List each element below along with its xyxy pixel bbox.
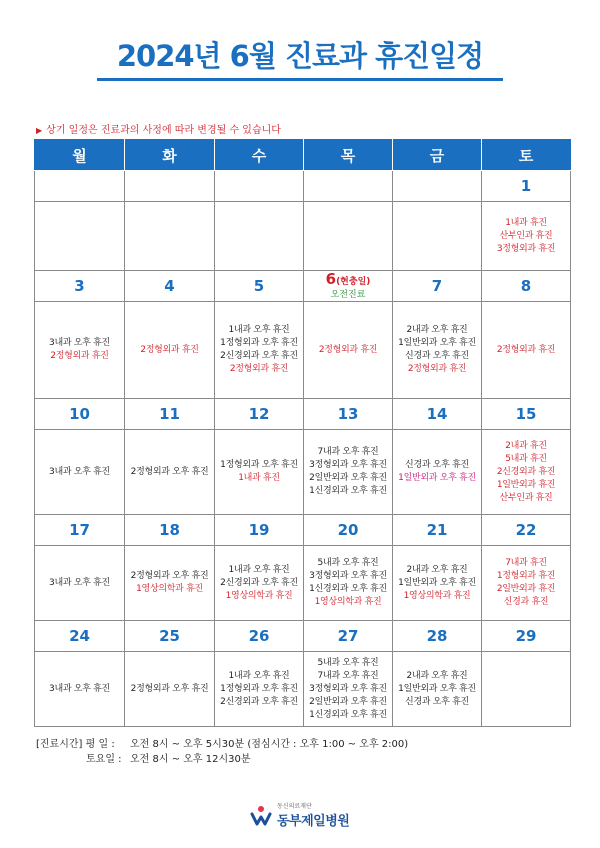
notes-cell — [215, 430, 304, 515]
date-cell — [215, 399, 304, 430]
date-row — [35, 399, 571, 430]
date-cell — [125, 621, 215, 652]
closure-note: 2내과 오후 휴진 — [406, 564, 468, 575]
closure-note: 1일반외과 오후 휴진 — [398, 338, 476, 348]
date-number: 5 — [253, 277, 265, 295]
date-cell — [304, 271, 393, 302]
notes-cell — [125, 546, 215, 621]
closure-note: 1일반외과 오후 휴진 — [398, 473, 476, 483]
notes-row — [35, 546, 571, 621]
notes-cell — [482, 302, 571, 399]
closure-note: 7내과 오후 휴진 — [317, 447, 379, 457]
notes-row — [35, 430, 571, 515]
hours-label: [진료시간] — [36, 739, 83, 750]
date-row — [35, 271, 571, 302]
date-number-wrap — [35, 522, 124, 538]
date-cell — [482, 515, 571, 546]
notes-cell — [215, 546, 304, 621]
date-cell — [215, 271, 304, 302]
date-cell — [304, 171, 393, 202]
date-cell — [482, 171, 571, 202]
notes-cell — [482, 546, 571, 621]
date-number: 14 — [426, 405, 448, 423]
date-number-wrap — [393, 522, 481, 538]
closure-note: 1일반외과 오후 휴진 — [398, 577, 476, 588]
date-cell — [215, 171, 304, 202]
closure-note: 2정형외과 휴진 — [318, 344, 378, 355]
closure-note: 2정형외과 휴진 — [140, 344, 199, 355]
date-number-wrap — [304, 628, 392, 644]
notes-cell — [215, 202, 304, 271]
date-number: 22 — [515, 521, 537, 539]
notes-cell — [482, 652, 571, 727]
notes-cell — [125, 430, 215, 515]
closure-note: 1정형외과 휴진 — [496, 571, 556, 581]
notes-cell — [35, 546, 125, 621]
closure-note: 2일반외과 오후 휴진 — [309, 473, 387, 483]
date-number-wrap — [482, 522, 570, 538]
date-cell — [393, 171, 482, 202]
closure-note: 2정형외과 휴진 — [50, 351, 109, 361]
weekday-fri: 금 — [393, 140, 482, 171]
date-number-wrap — [125, 628, 214, 644]
date-cell — [35, 271, 125, 302]
date-cell — [304, 621, 393, 652]
weekday-tue: 화 — [125, 140, 215, 171]
closure-note: 신경과 오후 휴진 — [405, 696, 469, 707]
date-number: 3 — [74, 277, 85, 295]
date-number-wrap — [304, 522, 392, 538]
date-cell — [125, 271, 215, 302]
date-cell — [35, 515, 125, 546]
closure-note: 1내과 오후 휴진 — [228, 670, 290, 681]
notes-cell — [393, 202, 482, 271]
date-number-wrap — [304, 271, 392, 290]
date-cell — [393, 515, 482, 546]
date-number: 18 — [159, 521, 180, 539]
date-cell — [35, 621, 125, 652]
notes-cell — [215, 302, 304, 399]
date-row — [35, 171, 571, 202]
date-number: 27 — [337, 627, 359, 645]
date-cell — [482, 621, 571, 652]
notes-cell — [482, 202, 571, 271]
date-number: 7 — [431, 277, 443, 295]
date-number: 8 — [520, 277, 532, 295]
date-number: 11 — [159, 405, 180, 423]
date-row — [35, 515, 571, 546]
date-number-wrap — [35, 406, 124, 422]
date-number-wrap — [215, 278, 303, 294]
hours-label-wrap — [36, 737, 130, 752]
closure-note: 3정형외과 휴진 — [496, 243, 556, 254]
date-number-wrap — [393, 278, 481, 294]
notes-row — [35, 302, 571, 399]
closure-note: 2내과 휴진 — [505, 440, 547, 451]
weekday-header — [35, 140, 571, 171]
closure-note: 1내과 오후 휴진 — [228, 325, 290, 335]
notes-cell — [304, 302, 393, 399]
date-number: 4 — [164, 277, 175, 295]
page-title: 2024년 6월 진료과 휴진일정 — [116, 39, 484, 73]
closure-note: 1정형외과 오후 휴진 — [220, 683, 298, 694]
date-cell — [35, 171, 125, 202]
closure-note: 3내과 오후 휴진 — [49, 683, 110, 694]
closure-note: 1영상의학과 휴진 — [225, 590, 293, 601]
closure-note: 5내과 휴진 — [505, 453, 547, 464]
date-number: 24 — [69, 627, 90, 645]
weekday-wed: 수 — [215, 140, 304, 171]
date-number: 19 — [248, 521, 270, 539]
closure-note: 2정형외과 휴진 — [229, 364, 289, 374]
date-cell — [125, 171, 215, 202]
saturday-hours: 오전 8시 ~ 오후 12시30분 — [130, 754, 251, 765]
date-cell — [125, 515, 215, 546]
logo-foundation: 동신의료재단 — [277, 803, 312, 810]
hospital-logo — [250, 800, 370, 830]
closure-note: 7내과 오후 휴진 — [317, 670, 379, 681]
notes-cell — [125, 302, 215, 399]
closure-note: 신경과 오후 휴진 — [405, 351, 469, 361]
date-cell — [482, 271, 571, 302]
date-cell — [35, 399, 125, 430]
triangle-right-icon: ▶ — [36, 126, 43, 135]
date-number-wrap — [393, 406, 481, 422]
notes-row — [35, 652, 571, 727]
date-number: 12 — [248, 405, 270, 423]
holiday-label: (현충일) — [336, 277, 371, 287]
closure-note: 신경과 휴진 — [503, 597, 549, 607]
date-number-wrap — [215, 522, 303, 538]
closure-note: 2신경외과 오후 휴진 — [220, 696, 298, 707]
closure-note: 1일반외과 오후 휴진 — [398, 683, 476, 694]
calendar-table — [34, 139, 571, 727]
date-number: 6 — [325, 270, 337, 288]
notes-cell — [304, 546, 393, 621]
closure-note: 1일반외과 휴진 — [496, 479, 556, 490]
date-number-wrap — [35, 278, 124, 294]
date-cell — [393, 399, 482, 430]
date-number: 28 — [426, 627, 448, 645]
notice — [36, 121, 281, 136]
date-number-wrap — [482, 628, 570, 644]
date-cell — [393, 271, 482, 302]
closure-note: 2정형외과 휴진 — [496, 344, 556, 355]
closure-note: 2신경외과 휴진 — [496, 466, 556, 477]
closure-note: 1내과 오후 휴진 — [228, 564, 290, 575]
closure-note: 2정형외과 오후 휴진 — [130, 683, 209, 694]
closure-note: 2내과 오후 휴진 — [406, 325, 468, 335]
closure-note: 1신경외과 오후 휴진 — [309, 709, 387, 720]
date-number-wrap — [215, 406, 303, 422]
hospital-logo-icon — [250, 804, 272, 826]
saturday-label: 토요일 : — [86, 754, 122, 765]
date-number-wrap — [125, 406, 214, 422]
notes-cell — [393, 546, 482, 621]
closure-note: 2일반외과 휴진 — [496, 584, 556, 594]
date-number-wrap — [482, 178, 570, 194]
notes-cell — [393, 302, 482, 399]
closure-note: 3정형외과 오후 휴진 — [309, 460, 387, 470]
weekday-label: 평 일 : — [85, 739, 115, 750]
date-cell — [304, 515, 393, 546]
date-number: 10 — [69, 405, 90, 423]
closure-note: 3정형외과 오후 휴진 — [309, 571, 387, 581]
date-cell — [215, 621, 304, 652]
title-underline — [97, 78, 503, 81]
date-number: 25 — [159, 627, 180, 645]
date-number: 29 — [515, 627, 537, 645]
closure-note: 7내과 휴진 — [505, 558, 547, 568]
date-number-wrap — [482, 278, 570, 294]
notes-cell — [304, 652, 393, 727]
date-number-wrap — [125, 522, 214, 538]
closure-note: 1영상의학과 휴진 — [314, 597, 382, 607]
closure-note: 3내과 오후 휴진 — [49, 466, 110, 477]
closure-note: 3내과 오후 휴진 — [49, 577, 110, 588]
date-cell — [482, 399, 571, 430]
date-number-wrap — [125, 278, 214, 294]
notes-cell — [35, 302, 125, 399]
closure-note: 1신경외과 오후 휴진 — [309, 584, 387, 594]
date-number: 17 — [69, 521, 90, 539]
date-number-wrap — [35, 628, 124, 644]
notes-cell — [304, 202, 393, 271]
closure-note: 2정형외과 오후 휴진 — [130, 571, 209, 581]
closure-note: 1영상의학과 휴진 — [136, 584, 203, 594]
closure-note: 2신경외과 오후 휴진 — [220, 577, 298, 588]
date-cell — [393, 621, 482, 652]
notes-cell — [35, 652, 125, 727]
date-cell — [304, 399, 393, 430]
date-number: 1 — [520, 177, 532, 195]
closure-note: 산부인과 휴진 — [499, 230, 553, 241]
morning-clinic-label: 오전진료 — [330, 290, 366, 300]
closure-note: 2정형외과 오후 휴진 — [130, 466, 209, 477]
closure-note: 2일반외과 오후 휴진 — [309, 696, 387, 707]
notes-cell — [304, 430, 393, 515]
notes-cell — [35, 202, 125, 271]
closure-note: 3내과 오후 휴진 — [49, 338, 110, 348]
closure-note: 2신경외과 오후 휴진 — [220, 351, 298, 361]
date-number-wrap — [304, 406, 392, 422]
notes-cell — [393, 430, 482, 515]
closure-note: 1신경외과 오후 휴진 — [309, 486, 387, 496]
closure-note: 1내과 휴진 — [505, 217, 547, 228]
closure-note: 2내과 오후 휴진 — [406, 670, 468, 681]
closure-note: 5내과 오후 휴진 — [317, 657, 379, 668]
logo-hospital-name: 동부제일병원 — [277, 814, 350, 829]
closure-note: 산부인과 휴진 — [499, 492, 553, 503]
closure-note: 1정형외과 오후 휴진 — [220, 338, 298, 348]
date-number: 20 — [337, 521, 359, 539]
notes-cell — [125, 652, 215, 727]
notes-cell — [125, 202, 215, 271]
clinic-hours — [36, 737, 408, 767]
date-row — [35, 621, 571, 652]
weekday-thu: 목 — [304, 140, 393, 171]
closure-note: 5내과 오후 휴진 — [317, 558, 379, 568]
closure-note: 3정형외과 오후 휴진 — [309, 683, 387, 694]
notes-cell — [35, 430, 125, 515]
date-cell — [215, 515, 304, 546]
date-number: 21 — [426, 521, 448, 539]
closure-note: 1정형외과 오후 휴진 — [220, 460, 298, 470]
notes-row — [35, 202, 571, 271]
date-number-wrap — [215, 628, 303, 644]
weekday-hours: 오전 8시 ~ 오후 5시30분 (점심시간 : 오후 1:00 ~ 오후 2:00) — [130, 739, 409, 750]
closure-note: 신경과 오후 휴진 — [405, 460, 469, 470]
notice-text: 상기 일정은 진료과의 사정에 따라 변경될 수 있습니다 — [46, 125, 281, 136]
date-cell — [125, 399, 215, 430]
closure-note: 1내과 휴진 — [238, 473, 280, 483]
date-number-wrap — [482, 406, 570, 422]
date-number: 13 — [337, 405, 359, 423]
date-number: 15 — [515, 405, 537, 423]
weekday-mon: 월 — [35, 140, 125, 171]
closure-note: 1영상의학과 휴진 — [403, 590, 471, 601]
notes-cell — [393, 652, 482, 727]
date-number-wrap — [393, 628, 481, 644]
notes-cell — [215, 652, 304, 727]
notes-cell — [482, 430, 571, 515]
closure-note: 2정형외과 휴진 — [407, 364, 467, 374]
weekday-sat: 토 — [482, 140, 571, 171]
date-number: 26 — [248, 627, 270, 645]
